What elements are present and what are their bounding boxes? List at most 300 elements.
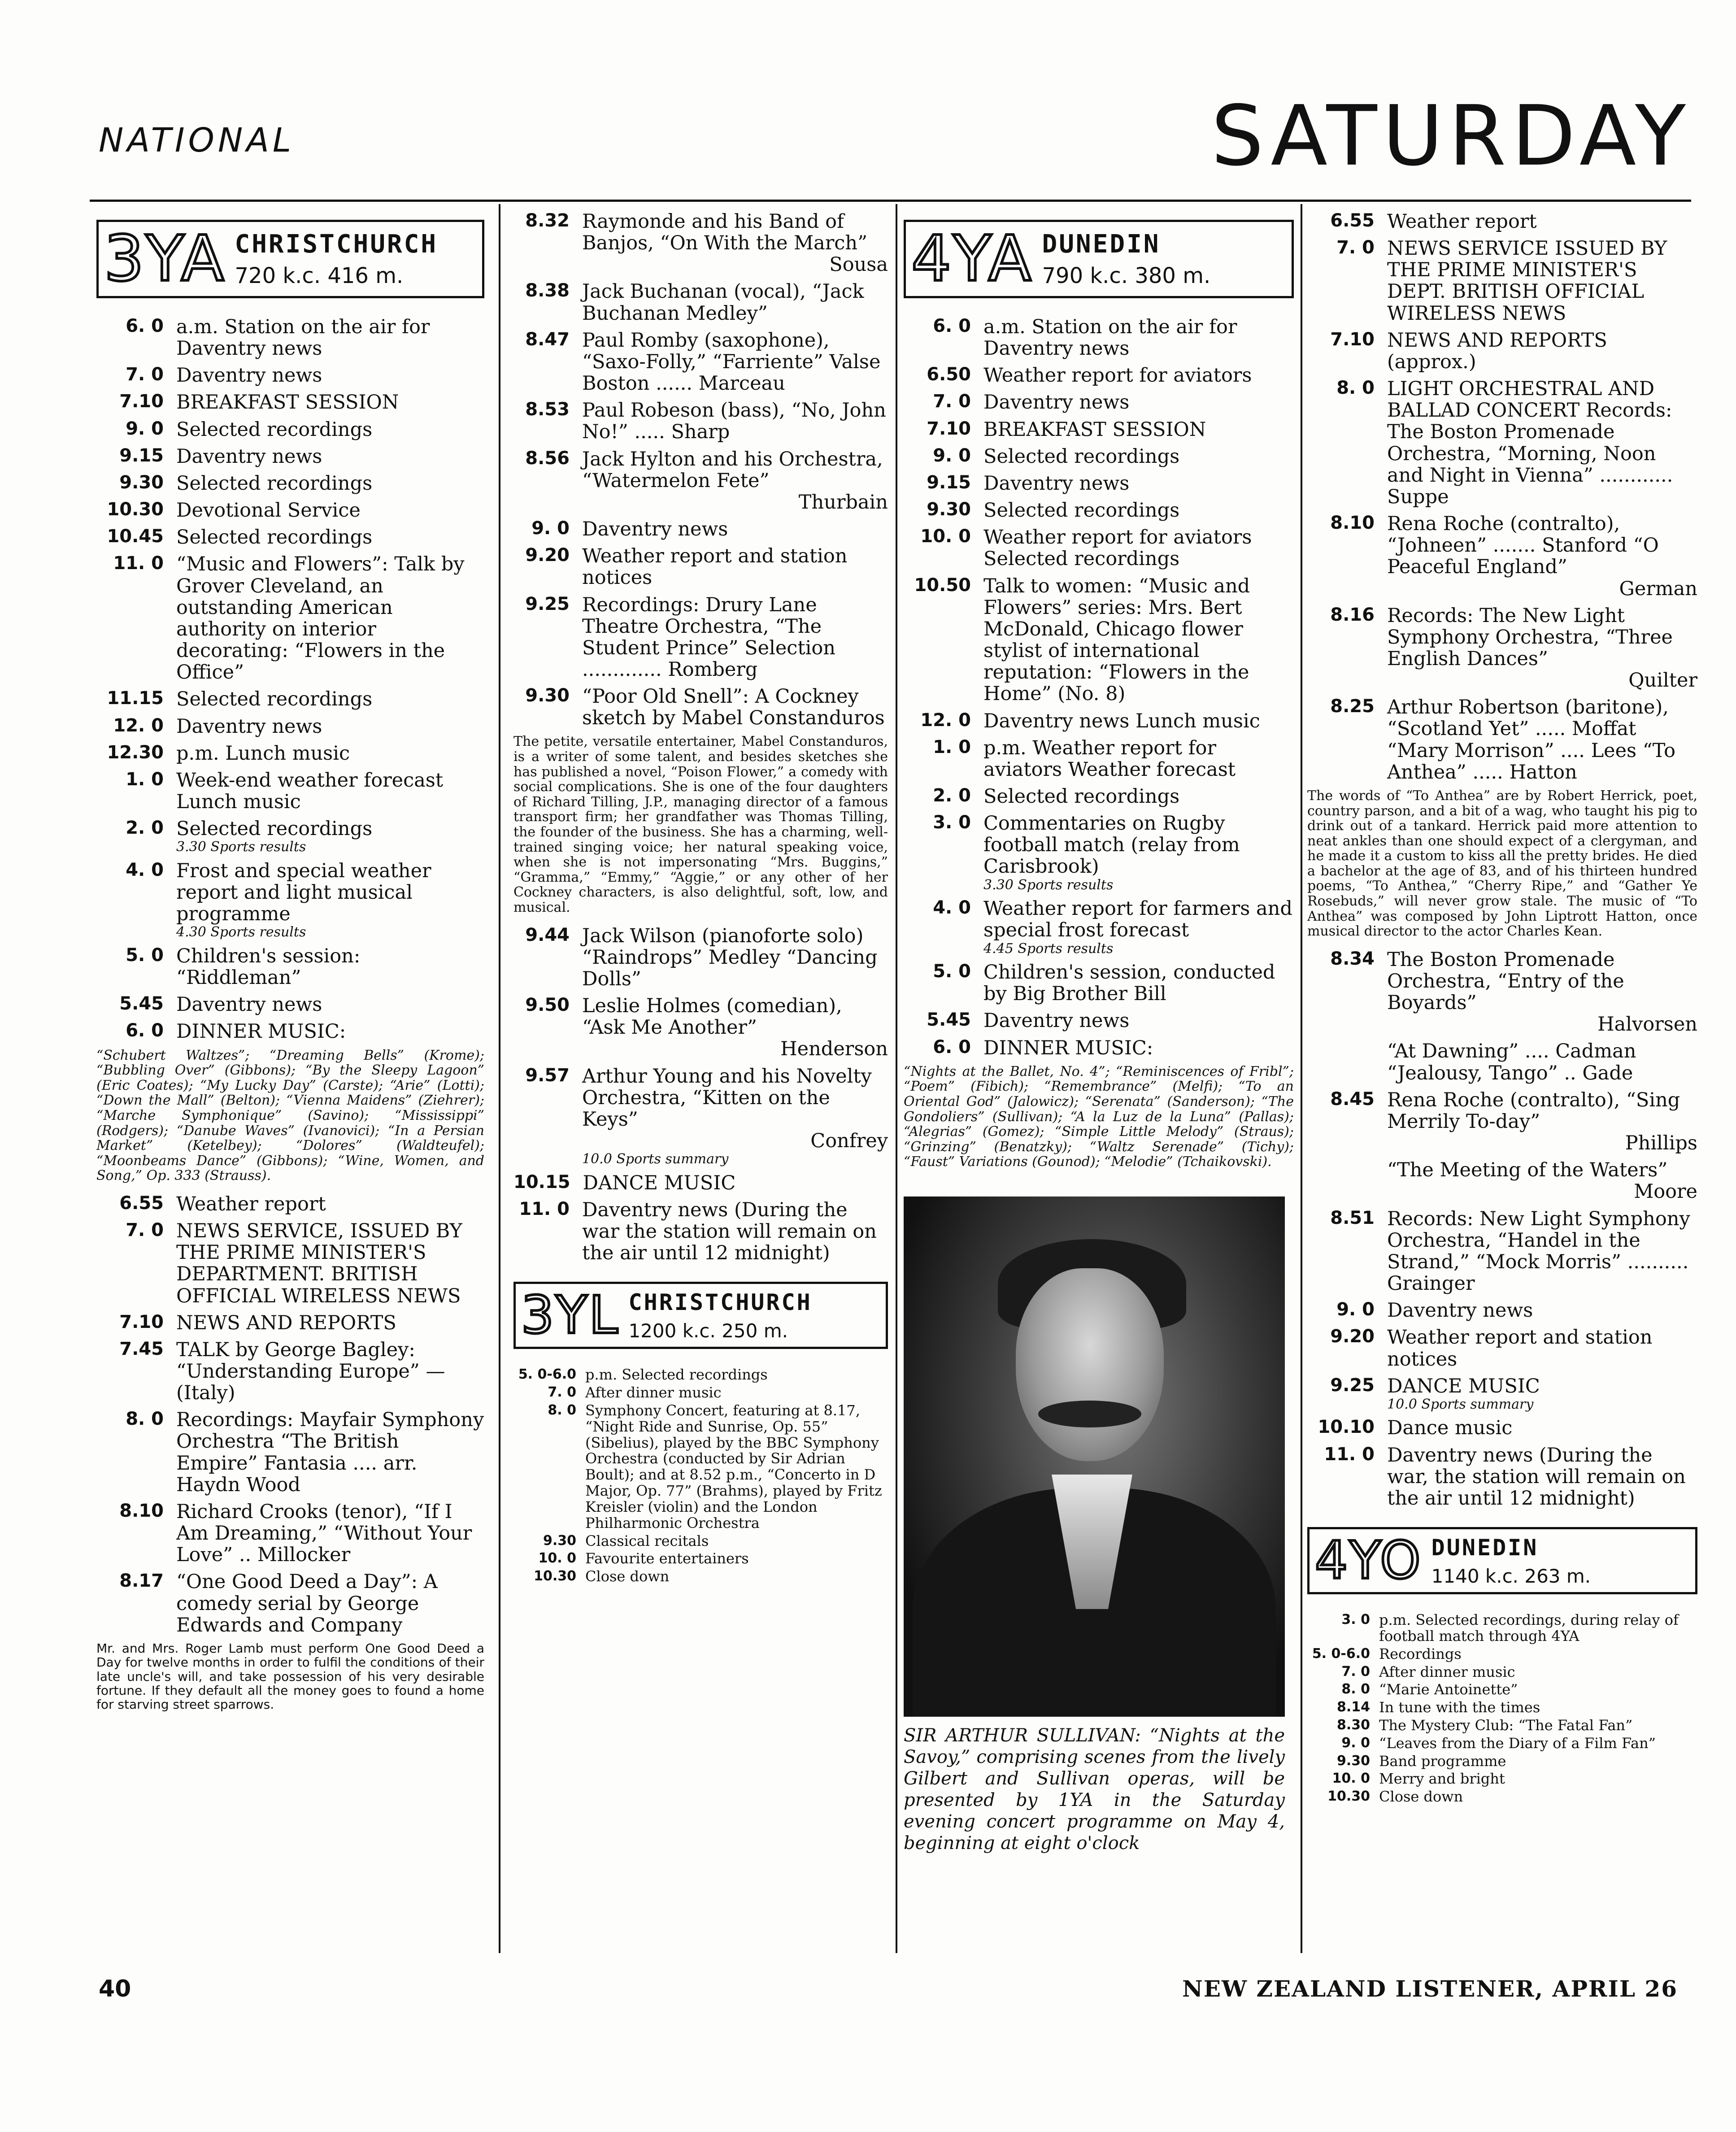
entry-text: DINNER MUSIC: bbox=[176, 1020, 346, 1043]
entry-text: Selected recordings bbox=[983, 785, 1180, 808]
entry-time: 8.47 bbox=[525, 329, 570, 350]
column-divider bbox=[499, 204, 500, 1953]
schedule-entry bbox=[96, 945, 484, 988]
entry-text: Raymonde and his Band of Banjos, “On With the March” bbox=[582, 210, 868, 255]
schedule-list bbox=[904, 316, 1294, 1059]
schedule-entry bbox=[1307, 1300, 1697, 1321]
header-rule bbox=[90, 200, 1691, 202]
schedule-entry bbox=[513, 995, 888, 1060]
entry-time: 10.30 bbox=[1327, 1788, 1370, 1805]
station-callsign: 4YA bbox=[911, 222, 1033, 296]
entry-text: In tune with the times bbox=[1379, 1699, 1540, 1716]
schedule-list bbox=[513, 925, 888, 1264]
portrait-photo bbox=[904, 1197, 1285, 1717]
schedule-entry bbox=[1307, 605, 1697, 692]
entry-time: 8.25 bbox=[1330, 696, 1375, 717]
station-box-4ya bbox=[904, 220, 1294, 298]
entry-text: Week-end weather forecast Lunch music bbox=[176, 769, 444, 813]
schedule-list bbox=[513, 211, 888, 729]
schedule-entry bbox=[1307, 1700, 1697, 1716]
entry-text: Recordings: Mayfair Symphony Orchestra “The British Empire” Fantasia .... arr. Haydn Wood bbox=[176, 1409, 484, 1496]
entry-text: Daventry news bbox=[1387, 1299, 1533, 1322]
entry-text: Favourite entertainers bbox=[585, 1550, 749, 1567]
entry-time: 8.38 bbox=[525, 280, 570, 301]
entry-composer: Moore bbox=[1634, 1180, 1697, 1203]
entry-text: Selected recordings bbox=[983, 499, 1180, 522]
entry-text: Selected recordings bbox=[176, 472, 373, 495]
station-city: CHRISTCHURCH bbox=[628, 1289, 812, 1315]
entry-text: NEWS SERVICE, ISSUED BY THE PRIME MINISTER'S DEPARTMENT. BRITISH OFFICIAL WIRELESS NEWS bbox=[176, 1220, 462, 1307]
entry-text: Frost and special weather report and light musical programme bbox=[176, 859, 431, 926]
entry-text: After dinner music bbox=[585, 1384, 722, 1401]
schedule-entry bbox=[96, 1571, 484, 1636]
entry-time: 2. 0 bbox=[126, 818, 164, 839]
schedule-list bbox=[1307, 1612, 1697, 1805]
entry-text: Daventry news bbox=[176, 715, 322, 738]
entry-text: p.m. Selected recordings bbox=[585, 1366, 768, 1384]
station-city: DUNEDIN bbox=[1431, 1534, 1539, 1561]
entry-time: 12. 0 bbox=[920, 709, 971, 731]
schedule-entry bbox=[513, 594, 888, 681]
entry-text: Daventry news bbox=[176, 993, 322, 1016]
entry-text: Children's session: “Riddleman” bbox=[176, 944, 361, 989]
station-city: DUNEDIN bbox=[1042, 230, 1161, 259]
entry-text: “One Good Deed a Day”: A comedy serial by George Edwards and Company bbox=[176, 1571, 438, 1636]
entry-time: 10.30 bbox=[107, 499, 164, 520]
entry-time: 9.30 bbox=[119, 472, 164, 493]
station-city: CHRISTCHURCH bbox=[235, 230, 438, 259]
entry-text: Weather report and station notices bbox=[1387, 1326, 1653, 1371]
entry-time: 7. 0 bbox=[933, 391, 971, 412]
schedule-entry bbox=[96, 473, 484, 494]
entry-text: After dinner music bbox=[1379, 1663, 1515, 1680]
schedule-entry bbox=[96, 1193, 484, 1215]
entry-time: 10.50 bbox=[914, 574, 971, 596]
entry-text: Merry and bright bbox=[1379, 1770, 1505, 1788]
entry-subnote: 3.30 Sports results bbox=[176, 839, 306, 855]
entry-text: Daventry news bbox=[582, 518, 728, 541]
entry-time: 10.15 bbox=[513, 1171, 570, 1192]
entry-time: 11. 0 bbox=[519, 1198, 570, 1219]
schedule-entry bbox=[96, 365, 484, 386]
schedule-entry bbox=[1307, 1445, 1697, 1509]
entry-time: 11.15 bbox=[107, 688, 164, 709]
entry-text: DANCE MUSIC bbox=[1387, 1375, 1540, 1397]
schedule-entry bbox=[96, 1021, 484, 1042]
schedule-entry bbox=[1307, 1089, 1697, 1154]
entry-text: “Leaves from the Diary of a Film Fan” bbox=[1379, 1734, 1656, 1752]
schedule-entry bbox=[1307, 1327, 1697, 1370]
schedule-entry bbox=[96, 1339, 484, 1404]
entry-text: Jack Wilson (pianoforte solo) “Raindrops” Medley “Dancing Dolls” bbox=[582, 924, 878, 990]
schedule-entry bbox=[904, 419, 1294, 440]
schedule-entry bbox=[1307, 1664, 1697, 1680]
schedule-entry bbox=[904, 962, 1294, 1005]
entry-time: 1. 0 bbox=[126, 769, 164, 790]
entry-time: 8. 0 bbox=[1336, 378, 1375, 399]
entry-subnote: 10.0 Sports summary bbox=[582, 1151, 729, 1167]
schedule-entry bbox=[1307, 1771, 1697, 1787]
entry-time: 7.10 bbox=[1330, 329, 1375, 350]
entry-time: 8.51 bbox=[1330, 1207, 1375, 1228]
entry-text: Classical recitals bbox=[585, 1532, 709, 1549]
schedule-entry bbox=[96, 1501, 484, 1566]
entry-time: 10.45 bbox=[107, 526, 164, 547]
schedule-entry bbox=[513, 545, 888, 588]
schedule-list bbox=[96, 316, 484, 1043]
entry-text: DINNER MUSIC: bbox=[983, 1036, 1153, 1059]
entry-composer: Henderson bbox=[780, 1038, 888, 1061]
column-divider bbox=[896, 204, 897, 1953]
entry-time: 9. 0 bbox=[1336, 1299, 1375, 1320]
schedule-entry bbox=[513, 400, 888, 443]
entry-text: Weather report for aviators Selected recordings bbox=[983, 526, 1252, 570]
schedule-entry bbox=[1307, 1753, 1697, 1770]
entry-time: 9. 0 bbox=[1341, 1735, 1370, 1751]
schedule-entry bbox=[1307, 1208, 1697, 1295]
schedule-entry bbox=[904, 575, 1294, 705]
column-4ya bbox=[904, 211, 1294, 1854]
entry-subnote: 4.45 Sports results bbox=[983, 940, 1114, 957]
entry-time: 8. 0 bbox=[548, 1402, 576, 1418]
entry-time bbox=[1307, 1040, 1387, 1083]
entry-time: 8. 0 bbox=[126, 1409, 164, 1430]
entry-time: 5. 0-6.0 bbox=[518, 1366, 576, 1383]
entry-time: 9. 0 bbox=[531, 518, 570, 539]
schedule-list bbox=[96, 1193, 484, 1636]
schedule-entry bbox=[96, 688, 484, 710]
entry-time: 8.32 bbox=[525, 210, 570, 231]
entry-text: NEWS SERVICE ISSUED BY THE PRIME MINISTER'S DEPT. BRITISH OFFICIAL WIRELESS NEWS bbox=[1387, 237, 1667, 325]
station-frequency: 790 k.c. 380 m. bbox=[1042, 263, 1211, 288]
day-title: SATURDAY bbox=[1211, 87, 1691, 184]
schedule-entry bbox=[96, 743, 484, 764]
schedule-entry bbox=[1307, 1682, 1697, 1698]
entry-text: Weather report bbox=[1387, 210, 1537, 233]
entry-time: 6.55 bbox=[119, 1192, 164, 1214]
entry-time: 12.30 bbox=[107, 742, 164, 763]
schedule-entry bbox=[1307, 949, 1697, 1036]
dinner-music-note: “Nights at the Ballet, No. 4”; “Reminiscences of Fribl”; “Poem” (Fibich); “Remembrance” (Melfi); “To an Oriental God” (Jalowicz); “Serenata” (Sanderson); “The Gondoliers” (Sullivan); “A la Luz de la Luna” (Pallas); “Alegrias” (Gomez); “Simple Little Melody” (Straus); “Grinzing” (Benatzky); “Waltz Serenade” (Tichy); “Faust” Variations (Gounod); “Melodie” (Tchaikovski). bbox=[904, 1063, 1294, 1170]
schedule-entry bbox=[96, 716, 484, 737]
entry-text: “Poor Old Snell”: A Cockney sketch by Mabel Constanduros bbox=[582, 685, 885, 730]
entry-time: 3. 0 bbox=[1341, 1612, 1370, 1628]
schedule-entry bbox=[1307, 1375, 1697, 1412]
entry-time: 9. 0 bbox=[126, 418, 164, 439]
entry-text: Weather report bbox=[176, 1192, 326, 1215]
schedule-entry bbox=[513, 1551, 888, 1567]
schedule-entry bbox=[96, 446, 484, 467]
column-3ya-continued bbox=[513, 211, 888, 1587]
entry-time: 12. 0 bbox=[113, 715, 164, 736]
entry-text: Arthur Robertson (baritone), “Scotland Yet” ..... Moffat “Mary Morrison” .... Lees “To Anthea” ..... Hatton bbox=[1387, 696, 1675, 783]
entry-time: 7.10 bbox=[927, 418, 971, 439]
entry-time: 6. 0 bbox=[933, 1036, 971, 1057]
entry-time: 4. 0 bbox=[126, 859, 164, 880]
schedule-entry bbox=[904, 710, 1294, 732]
entry-time: 10.10 bbox=[1318, 1417, 1375, 1438]
schedule-entry bbox=[904, 365, 1294, 386]
entry-time: 5.45 bbox=[927, 1009, 971, 1031]
entry-time: 9.20 bbox=[525, 545, 570, 566]
schedule-entry bbox=[96, 316, 484, 359]
entry-time: 9.50 bbox=[525, 995, 570, 1016]
entry-text: Arthur Young and his Novelty Orchestra, “Kitten on the Keys” bbox=[582, 1065, 872, 1131]
entry-time: 8.10 bbox=[1330, 513, 1375, 534]
entry-time: 7. 0 bbox=[548, 1384, 576, 1401]
entry-text: Daventry news Lunch music bbox=[983, 709, 1260, 732]
entry-time: 8.56 bbox=[525, 448, 570, 469]
entry-text: NEWS AND REPORTS bbox=[176, 1311, 396, 1334]
schedule-entry bbox=[513, 1403, 888, 1532]
entry-text: Daventry news (During the war, the station will remain on the air until 12 midnight) bbox=[1387, 1444, 1686, 1510]
entry-time: 9.25 bbox=[525, 593, 570, 614]
entry-text: Daventry news bbox=[983, 1009, 1130, 1032]
schedule-entry bbox=[904, 1037, 1294, 1059]
entry-text: The Boston Promenade Orchestra, “Entry of the Boyards” bbox=[1387, 948, 1624, 1014]
schedule-entry bbox=[1307, 211, 1697, 232]
entry-time: 6.55 bbox=[1330, 210, 1375, 231]
entry-time: 9.30 bbox=[927, 499, 971, 520]
entry-composer: Confrey bbox=[810, 1129, 888, 1152]
schedule-entry bbox=[904, 500, 1294, 521]
schedule-entry bbox=[513, 1066, 888, 1167]
schedule-entry bbox=[1307, 378, 1697, 508]
entry-text: TALK by George Bagley: “Understanding Europe” — (Italy) bbox=[176, 1338, 445, 1405]
entry-text: Dance music bbox=[1387, 1417, 1513, 1440]
schedule-entry bbox=[96, 1312, 484, 1334]
schedule-entry bbox=[1307, 1646, 1697, 1662]
entry-time: 8.53 bbox=[525, 399, 570, 420]
entry-text: a.m. Station on the air for Daventry news bbox=[983, 316, 1237, 360]
entry-time: 7. 0 bbox=[126, 1220, 164, 1241]
entry-time: 7. 0 bbox=[126, 364, 164, 385]
entry-time: 9.15 bbox=[927, 472, 971, 493]
entry-time: 6. 0 bbox=[933, 316, 971, 336]
entry-text: Weather report for farmers and special frost forecast bbox=[983, 897, 1292, 942]
entry-text: Jack Hylton and his Orchestra, “Watermelon Fete” bbox=[582, 448, 883, 492]
schedule-entry bbox=[513, 281, 888, 324]
entry-text: Richard Crooks (tenor), “If I Am Dreaming,” “Without Your Love” .. Millocker bbox=[176, 1500, 472, 1566]
entry-text: p.m. Weather report for aviators Weather forecast bbox=[983, 736, 1236, 781]
entry-time: 9.25 bbox=[1330, 1375, 1375, 1396]
schedule-entry bbox=[1307, 238, 1697, 324]
entry-text: p.m. Selected recordings, during relay of football match through 4YA bbox=[1379, 1611, 1679, 1645]
entry-time: 9.20 bbox=[1330, 1326, 1375, 1347]
entry-time: 10. 0 bbox=[920, 526, 971, 547]
schedule-entry bbox=[513, 1385, 888, 1401]
column-divider bbox=[1301, 204, 1302, 1953]
entry-text: Selected recordings bbox=[176, 526, 373, 549]
schedule-entry bbox=[904, 473, 1294, 494]
entry-text: Band programme bbox=[1379, 1752, 1506, 1770]
schedule-entry bbox=[513, 330, 888, 394]
entry-time: 7. 0 bbox=[1336, 237, 1375, 258]
entry-text: Daventry news bbox=[983, 472, 1130, 495]
entry-text: The Mystery Club: “The Fatal Fan” bbox=[1379, 1717, 1633, 1734]
section-label: NATIONAL bbox=[99, 121, 295, 160]
entry-text: Paul Romby (saxophone), “Saxo-Folly,” “Farriente” Valse Boston ...... Marceau bbox=[582, 329, 881, 395]
entry-text: Daventry news bbox=[176, 364, 322, 387]
entry-time: 8.17 bbox=[119, 1571, 164, 1592]
entry-text: LIGHT ORCHESTRAL AND BALLAD CONCERT Records: The Boston Promenade Orchestra, “Morning, Noon and Night in Vienna” ............ Suppe bbox=[1387, 378, 1673, 508]
entry-text: Close down bbox=[585, 1568, 670, 1585]
snell-note: The petite, versatile entertainer, Mabel Constanduros, is a writer of some talent, and besides sketches she has published a novel, “Poison Flower,” a comedy with social complications. She is one of the four daughters of Richard Tilling, J.P., managing director of a famous transport firm; her grandfather was Thomas Tilling, the founder of the business. She has a charming, well-trained singing voice; her natural speaking voice, when she is not impersonating “Mrs. Buggins,” “Gramma,” “Emmy,” “Aggie,” or any other of her Cockney characters, is also delightful, soft, low, and musical. bbox=[513, 734, 888, 915]
entry-time: 8.34 bbox=[1330, 948, 1375, 969]
schedule-entry bbox=[513, 686, 888, 729]
entry-time: 7.10 bbox=[119, 391, 164, 412]
entry-time: 9. 0 bbox=[933, 445, 971, 466]
page-number: 40 bbox=[99, 1975, 131, 2002]
entry-time: 6.50 bbox=[927, 364, 971, 385]
entry-text: Leslie Holmes (comedian), “Ask Me Another” bbox=[582, 995, 842, 1039]
dinner-music-note: “Schubert Waltzes”; “Dreaming Bells” (Krome); “Bubbling Over” (Gibbons); “By the Sleepy Lagoon” (Eric Coates); “My Lucky Day” (Carste); “Arie” (Lotti); “Down the Mall” (Belton); “Vienna Maidens” (Ziehrer); “Marche Symphonique” (Savino); “Mississippi” (Rodgers); “Danube Waves” (Ivanovici); “In a Persian Market” (Ketelbey); “Dolores” (Waldteufel); “Moonbeams Dance” (Gibbons); “Wine, Women, and Song,” Op. 333 (Strauss). bbox=[96, 1047, 484, 1184]
schedule-entry bbox=[513, 1367, 888, 1383]
schedule-entry bbox=[904, 813, 1294, 892]
schedule-entry bbox=[904, 526, 1294, 570]
entry-time: 8.14 bbox=[1336, 1699, 1370, 1715]
entry-time: 5. 0-6.0 bbox=[1312, 1645, 1370, 1662]
entry-time: 8.10 bbox=[119, 1500, 164, 1521]
entry-time: 6. 0 bbox=[126, 316, 164, 336]
schedule-entry bbox=[96, 419, 484, 440]
entry-time: 10. 0 bbox=[1332, 1771, 1370, 1787]
entry-time: 9.15 bbox=[119, 445, 164, 466]
entry-time: 7. 0 bbox=[1341, 1663, 1370, 1679]
schedule-entry bbox=[904, 446, 1294, 467]
entry-text: “The Meeting of the Waters” bbox=[1387, 1159, 1668, 1182]
column-3ya bbox=[96, 211, 484, 1722]
entry-text: Jack Buchanan (vocal), “Jack Buchanan Medley” bbox=[582, 280, 864, 325]
entry-time: 4. 0 bbox=[933, 897, 971, 918]
entry-text: Rena Roche (contralto), “Johneen” ....... Stanford “O Peaceful England” bbox=[1387, 513, 1659, 579]
entry-text: Close down bbox=[1379, 1788, 1463, 1806]
schedule-entry bbox=[1307, 513, 1697, 600]
schedule-entry bbox=[96, 860, 484, 940]
entry-subnote: 10.0 Sports summary bbox=[1387, 1396, 1534, 1412]
schedule-entry bbox=[513, 925, 888, 990]
schedule-entry bbox=[1307, 330, 1697, 373]
schedule-entry bbox=[1307, 1417, 1697, 1439]
entry-time: 10.30 bbox=[534, 1568, 576, 1584]
schedule-entry bbox=[96, 553, 484, 683]
schedule-entry bbox=[96, 392, 484, 413]
entry-text: Devotional Service bbox=[176, 499, 361, 522]
schedule-entry bbox=[513, 1199, 888, 1264]
schedule-entry bbox=[96, 1409, 484, 1496]
entry-time: 9.44 bbox=[525, 924, 570, 945]
schedule-entry bbox=[513, 211, 888, 275]
entry-text: p.m. Lunch music bbox=[176, 742, 350, 765]
entry-time: 10. 0 bbox=[538, 1550, 576, 1566]
entry-text: Recordings bbox=[1379, 1645, 1462, 1662]
entry-text: Selected recordings bbox=[176, 688, 373, 711]
station-frequency: 1140 k.c. 263 m. bbox=[1431, 1565, 1591, 1587]
entry-text: Selected recordings bbox=[176, 418, 373, 441]
schedule-list bbox=[1307, 211, 1697, 783]
station-frequency: 720 k.c. 416 m. bbox=[235, 263, 404, 288]
schedule-entry bbox=[1307, 1718, 1697, 1734]
schedule-list bbox=[1307, 949, 1697, 1509]
schedule-entry bbox=[1307, 1159, 1697, 1202]
entry-time: 5.45 bbox=[119, 993, 164, 1014]
entry-composer: Thurbain bbox=[798, 491, 888, 513]
schedule-entry bbox=[513, 448, 888, 513]
entry-time: 5. 0 bbox=[933, 961, 971, 982]
entry-subnote: 4.30 Sports results bbox=[176, 924, 306, 940]
schedule-entry bbox=[904, 392, 1294, 413]
schedule-entry bbox=[96, 818, 484, 855]
schedule-entry bbox=[96, 994, 484, 1015]
schedule-entry bbox=[96, 526, 484, 548]
schedule-entry bbox=[1307, 1789, 1697, 1805]
anthea-note: The words of “To Anthea” are by Robert Herrick, poet, country parson, and a bit of a wag, who taught his pig to drink out of a tankard. Herrick paid more attention to neat ankles than one should expect of a clergyman, and he made it a custom to kiss all the pretty brides. He died a bachelor at the age of 83, and of his thirteen hundred poems, “To Anthea,” “Cherry Ripe,” and “Gather Ye Rosebuds,” will never grow stale. The music of “To Anthea” was composed by John Liptrott Hatton, once musical director to the actor Charles Kean. bbox=[1307, 788, 1697, 940]
schedule-entry bbox=[513, 518, 888, 540]
entry-time: 2. 0 bbox=[933, 785, 971, 806]
entry-text: BREAKFAST SESSION bbox=[176, 391, 399, 414]
entry-text: Talk to women: “Music and Flowers” series: Mrs. Bert McDonald, Chicago flower stylist of international reputation: “Flowers in the Home” (No. 8) bbox=[983, 574, 1250, 705]
schedule-entry bbox=[904, 898, 1294, 956]
station-callsign: 4YO bbox=[1315, 1530, 1423, 1591]
entry-text: Paul Robeson (bass), “No, John No!” ..... Sharp bbox=[582, 399, 886, 444]
entry-text: “Music and Flowers”: Talk by Grover Cleveland, an outstanding American authority on interior decorating: “Flowers in the Office” bbox=[176, 553, 465, 684]
entry-time: 9.57 bbox=[525, 1065, 570, 1086]
schedule-entry bbox=[513, 1533, 888, 1549]
entry-composer: Phillips bbox=[1625, 1132, 1697, 1155]
entry-time: 9.30 bbox=[1336, 1753, 1370, 1769]
entry-composer: Quilter bbox=[1628, 669, 1697, 692]
schedule-entry bbox=[96, 1220, 484, 1307]
entry-time: 8.16 bbox=[1330, 604, 1375, 625]
schedule-entry bbox=[96, 500, 484, 521]
entry-text: Weather report for aviators bbox=[983, 364, 1252, 387]
entry-time bbox=[1307, 1159, 1387, 1202]
entry-composer: German bbox=[1619, 577, 1697, 600]
entry-text: BREAKFAST SESSION bbox=[983, 418, 1206, 441]
entry-text: Selected recordings bbox=[983, 445, 1180, 468]
photo-caption: SIR ARTHUR SULLIVAN: “Nights at the Savoy,” comprising scenes from the lively Gilbert and Sullivan operas, will be presented by 1YA in the Saturday evening concert programme on May 4, beginning at eight o'clock bbox=[904, 1725, 1285, 1854]
schedule-list bbox=[513, 1367, 888, 1585]
entry-time: 5. 0 bbox=[126, 944, 164, 966]
schedule-entry bbox=[96, 770, 484, 813]
entry-text: DANCE MUSIC bbox=[583, 1171, 736, 1194]
schedule-entry bbox=[1307, 1612, 1697, 1645]
entry-subnote: 3.30 Sports results bbox=[983, 877, 1114, 893]
entry-time: 6. 0 bbox=[126, 1020, 164, 1041]
entry-time: 8. 0 bbox=[1341, 1681, 1370, 1697]
entry-time: 8.30 bbox=[1336, 1717, 1370, 1733]
entry-time: 11. 0 bbox=[113, 553, 164, 574]
entry-text: Records: The New Light Symphony Orchestra, “Three English Dances” bbox=[1387, 604, 1673, 670]
entry-text: NEWS AND REPORTS (approx.) bbox=[1387, 329, 1607, 373]
column-4ya-continued bbox=[1307, 211, 1697, 1807]
publication-line: NEW ZEALAND LISTENER, APRIL 26 bbox=[1182, 1975, 1678, 2002]
station-box-3yl bbox=[513, 1282, 888, 1349]
entry-text: a.m. Station on the air for Daventry news bbox=[176, 316, 430, 360]
serial-note: Mr. and Mrs. Roger Lamb must perform One Good Deed a Day for twelve months in order to fulfil the conditions of their late uncle's will, and take possession of his very desirable fortune. If they default all the money goes to found a home for starving street sparrows. bbox=[96, 1640, 484, 1712]
entry-text: Commentaries on Rugby football match (relay from Carisbrook) bbox=[983, 812, 1240, 878]
entry-text: Selected recordings bbox=[176, 818, 373, 840]
schedule-entry bbox=[1307, 1040, 1697, 1083]
schedule-entry bbox=[513, 1569, 888, 1585]
entry-time: 1. 0 bbox=[933, 736, 971, 757]
entry-text: Rena Roche (contralto), “Sing Merrily To-day” bbox=[1387, 1088, 1680, 1133]
schedule-entry bbox=[904, 1010, 1294, 1031]
entry-text: Symphony Concert, featuring at 8.17, “Night Ride and Sunrise, Op. 55” (Sibelius), played by the BBC Symphony Orchestra (conducted by Sir Adrian Boult); and at 8.52 p.m., “Concerto in D Major, Op. 77” (Brahms), played by Fritz Kreisler (violin) and the London Philharmonic Orchestra bbox=[585, 1402, 882, 1532]
station-callsign: 3YL bbox=[521, 1285, 620, 1345]
entry-time: 9.30 bbox=[525, 685, 570, 706]
entry-text: Daventry news bbox=[176, 445, 322, 468]
